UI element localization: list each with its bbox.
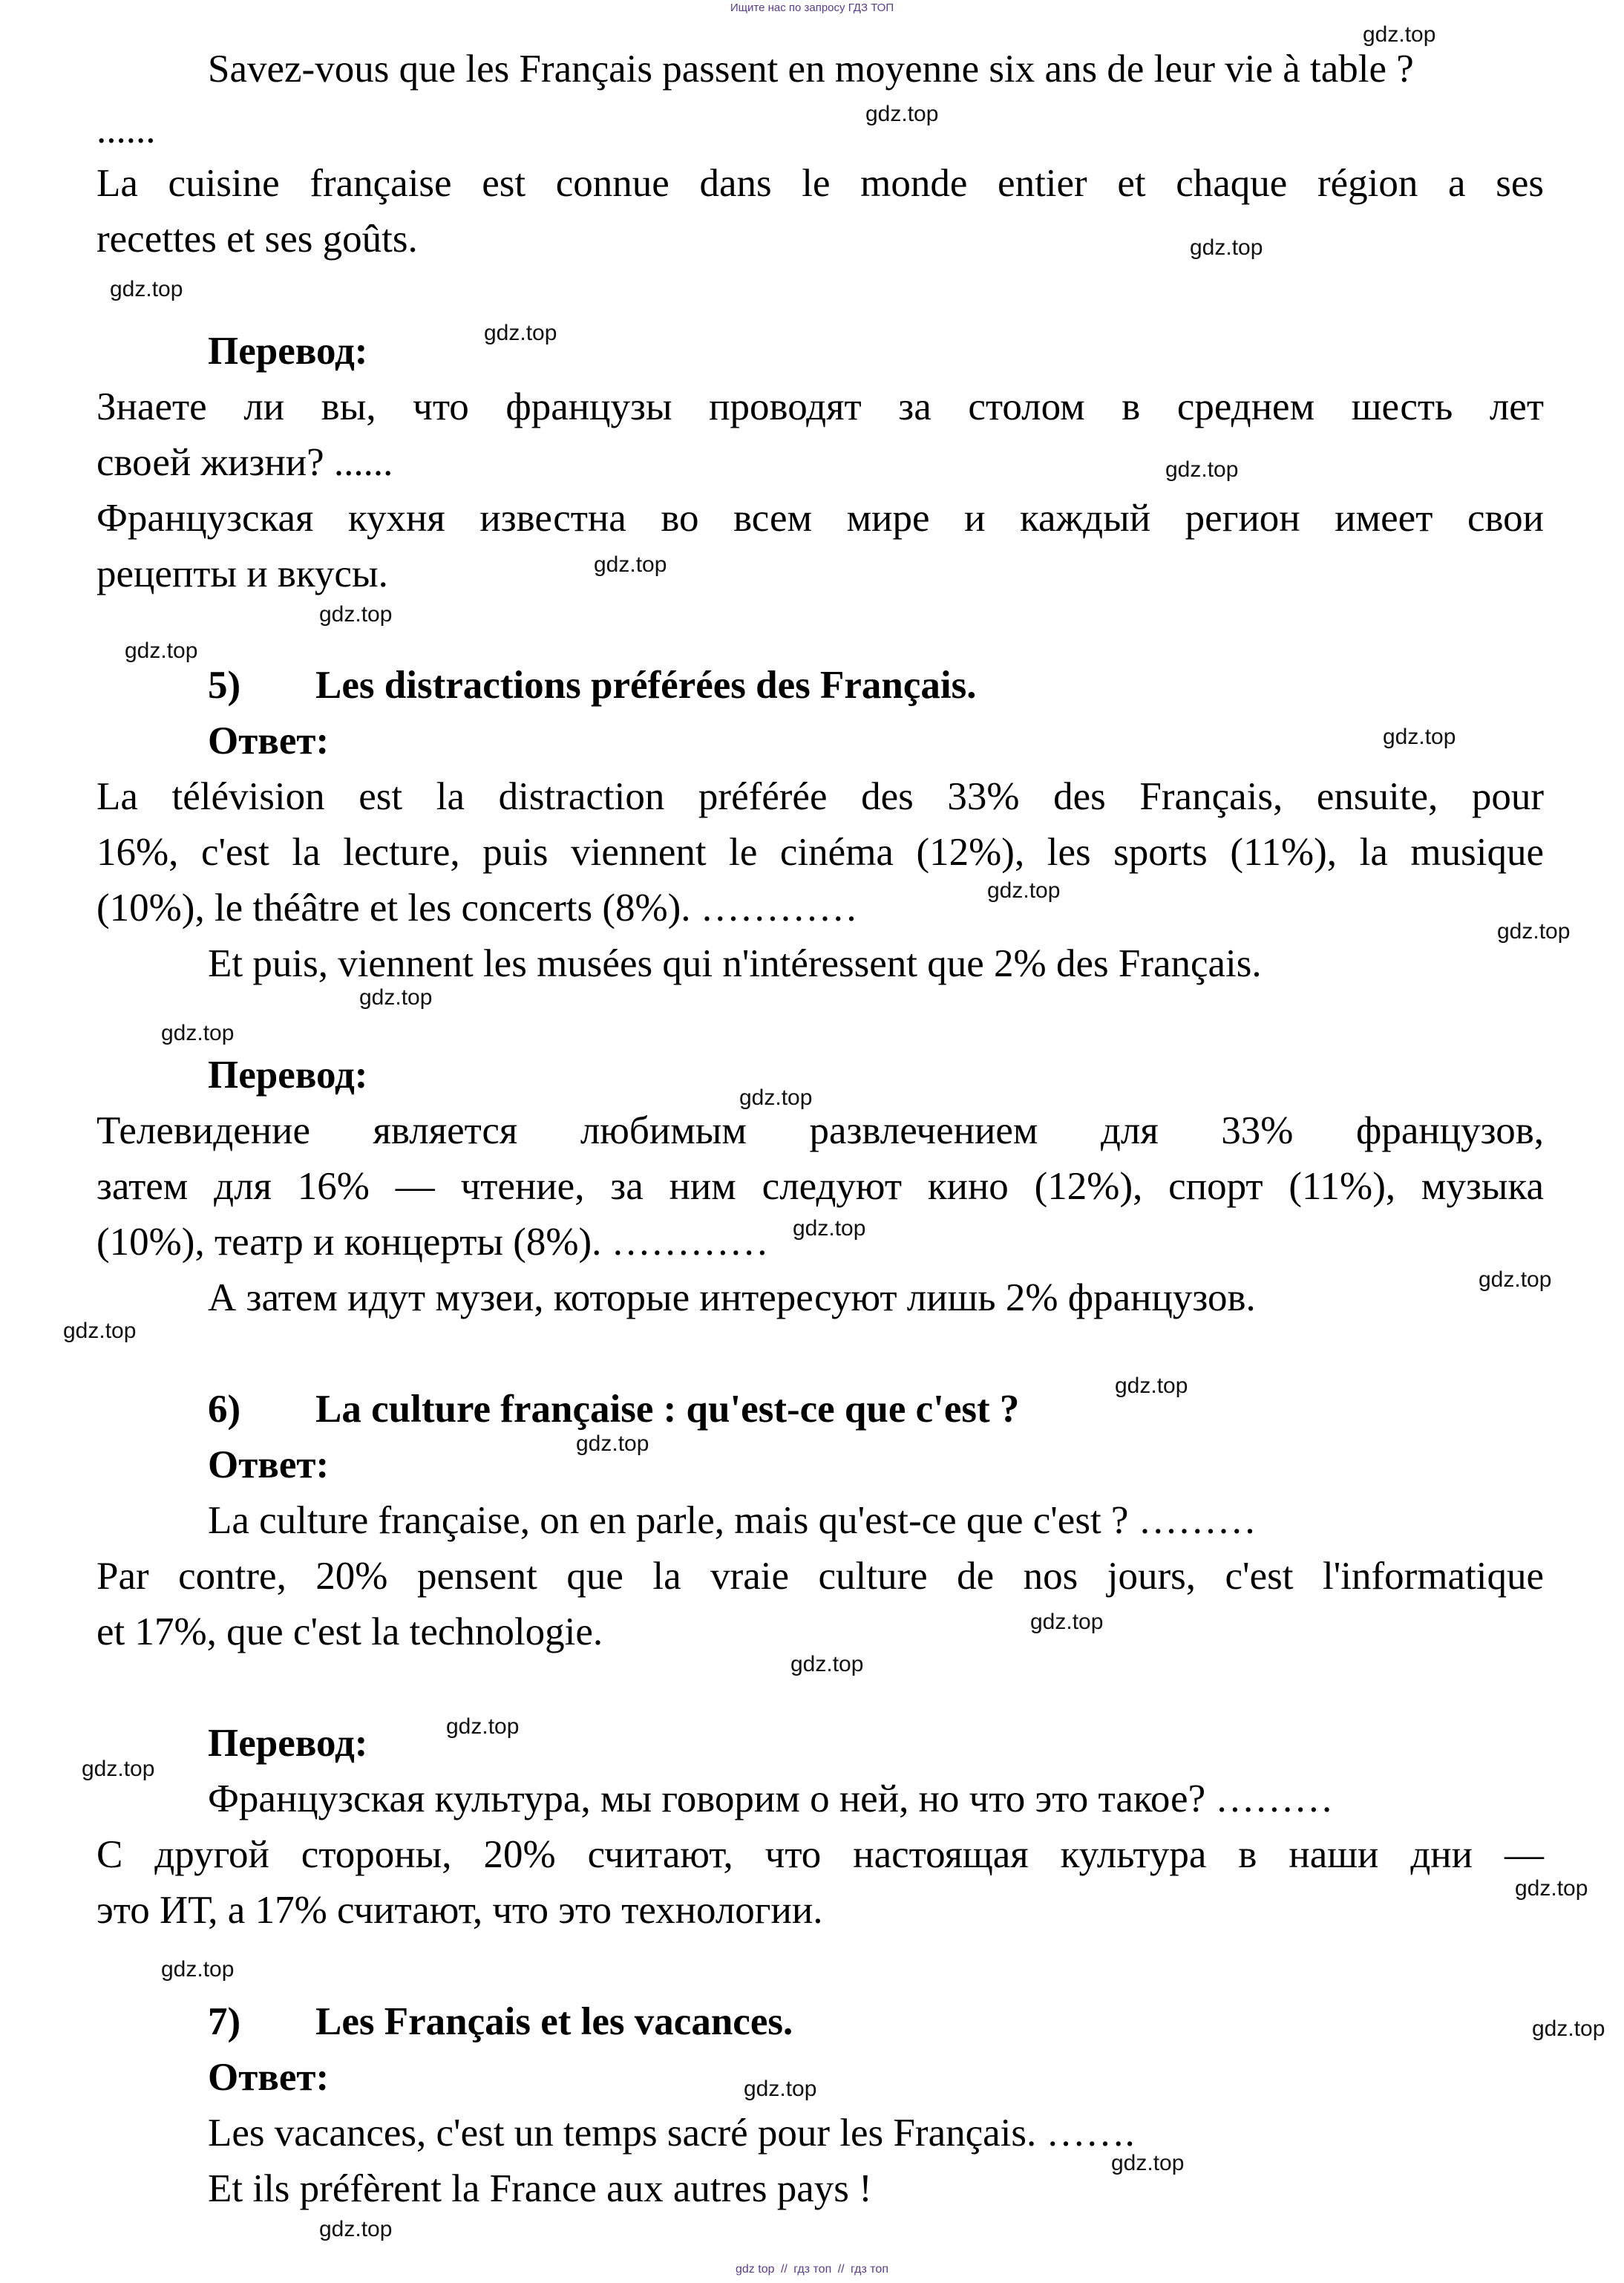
s5-heading (208, 663, 977, 708)
s5-title: Les distractions préférées des Français. (315, 664, 977, 707)
s7-title: Les Français et les vacances. (315, 2000, 793, 2043)
s4-answer-p2-l2: recettes et ses goûts. (96, 218, 418, 261)
watermark: gdz.top (739, 1085, 813, 1110)
s6-answer-p1-l1: La culture française, on en parle, mais qu'est-ce que c'est ? ……… (208, 1499, 1257, 1542)
s5-translation-p2-l1: А затем идут музеи, которые интересуют лишь 2% французов. (208, 1276, 1256, 1319)
watermark: gdz.top (110, 277, 183, 301)
watermark: gdz.top (1515, 1876, 1588, 1901)
footer-separator: // (780, 2263, 788, 2276)
s6-translation-p2-l2: это ИТ, а 17% считают, что это технологии. (96, 1889, 823, 1932)
s6-answer-p2-l1: Par contre, 20% pensent que la vraie culture de nos jours, c'est l'informatique (96, 1555, 1544, 1598)
watermark: gdz.top (1479, 1267, 1552, 1292)
top-banner[interactable]: Ищите нас по запросу ГДЗ ТОП (730, 1, 894, 14)
watermark: gdz.top (793, 1216, 866, 1241)
watermark: gdz.top (1115, 1374, 1188, 1398)
s7-number: 7) (208, 2000, 241, 2043)
watermark: gdz.top (790, 1652, 864, 1676)
s5-answer-p2-l1: Et puis, viennent les musées qui n'intéressent que 2% des Français. (208, 942, 1262, 985)
footer-link-gdz-top[interactable]: gdz top (736, 2263, 775, 2276)
watermark: gdz.top (446, 1714, 520, 1739)
footer-link-gdz-top-ru[interactable]: гдз топ (793, 2263, 832, 2276)
s5-answer-p1-l3: (10%), le théâtre et les concerts (8%). ………… (96, 886, 858, 930)
watermark: gdz.top (1383, 725, 1456, 749)
watermark: gdz.top (865, 102, 939, 126)
watermark: gdz.top (1497, 919, 1571, 944)
s5-answer-p1-l2: 16%, c'est la lecture, puis viennent le cinéma (12%), les sports (11%), la musique (96, 831, 1544, 874)
s5-number: 5) (208, 664, 241, 707)
s5-answer-label: Ответ: (208, 719, 330, 762)
watermark: gdz.top (1363, 22, 1436, 47)
s4-answer-p2-l1: La cuisine française est connue dans le monde entier et chaque région a ses (96, 162, 1544, 205)
watermark: gdz.top (161, 1021, 235, 1045)
s7-answer-p1-l1: Les vacances, c'est un temps sacré pour les Français. ……. (208, 2111, 1135, 2155)
watermark: gdz.top (1030, 1610, 1104, 1634)
footer-link-gdz-top-ru[interactable]: гдз топ (851, 2263, 888, 2276)
watermark: gdz.top (987, 878, 1061, 903)
s6-heading (208, 1387, 1019, 1431)
s5-translation-p1-l1: Телевидение является любимым развлечением для 33% французов, (96, 1109, 1544, 1152)
s4-answer-p1-l1: Savez-vous que les Français passent en moyenne six ans de leur vie à table ? (208, 48, 1414, 91)
s4-translation-label: Перевод: (208, 330, 368, 373)
s7-heading (208, 1999, 793, 2044)
footer-separator: // (837, 2263, 845, 2276)
s5-translation-label: Перевод: (208, 1054, 368, 1097)
s6-translation-p1-l1: Французская культура, мы говорим о ней, но что это такое? ……… (208, 1777, 1334, 1820)
s6-answer-p2-l2: et 17%, que c'est la technologie. (96, 1610, 603, 1653)
s4-translation-p1-l2: своей жизни? ...... (96, 441, 393, 484)
s4-answer-p1-l2: ...... (96, 108, 156, 151)
watermark: gdz.top (484, 321, 557, 345)
watermark: gdz.top (319, 2217, 393, 2241)
s7-answer-label: Ответ: (208, 2056, 330, 2099)
s4-translation-p1-l1: Знаете ли вы, что французы проводят за столом в среднем шесть лет (96, 385, 1544, 428)
s4-translation-p2-l2: рецепты и вкусы. (96, 552, 388, 595)
s5-translation-p1-l3: (10%), театр и концерты (8%). ………… (96, 1221, 769, 1264)
s5-answer-p1-l1: La télévision est la distraction préférée des 33% des Français, ensuite, pour (96, 775, 1544, 818)
watermark: gdz.top (359, 985, 433, 1010)
footer-links (0, 2263, 1624, 2276)
watermark: gdz.top (576, 1431, 649, 1456)
s6-answer-label: Ответ: (208, 1443, 330, 1486)
watermark: gdz.top (63, 1319, 137, 1343)
s5-translation-p1-l2: затем для 16% — чтение, за ним следуют кино (12%), спорт (11%), музыка (96, 1165, 1544, 1208)
watermark: gdz.top (1165, 457, 1239, 482)
s6-translation-label: Перевод: (208, 1722, 368, 1765)
watermark: gdz.top (125, 638, 198, 663)
s6-title: La culture française : qu'est-ce que c'est ? (315, 1388, 1020, 1431)
watermark: gdz.top (82, 1757, 155, 1781)
watermark: gdz.top (594, 552, 667, 577)
watermark: gdz.top (1190, 235, 1263, 260)
watermark: gdz.top (744, 2077, 817, 2101)
s6-number: 6) (208, 1388, 241, 1431)
watermark: gdz.top (319, 602, 393, 627)
s6-translation-p2-l1: С другой стороны, 20% считают, что настоящая культура в наши дни — (96, 1833, 1544, 1876)
watermark: gdz.top (1532, 2016, 1605, 2041)
s4-translation-p2-l1: Французская кухня известна во всем мире и каждый регион имеет свои (96, 497, 1544, 540)
watermark: gdz.top (1111, 2151, 1185, 2175)
watermark: gdz.top (161, 1957, 235, 1982)
s7-answer-p2-l1: Et ils préfèrent la France aux autres pays ! (208, 2167, 872, 2210)
